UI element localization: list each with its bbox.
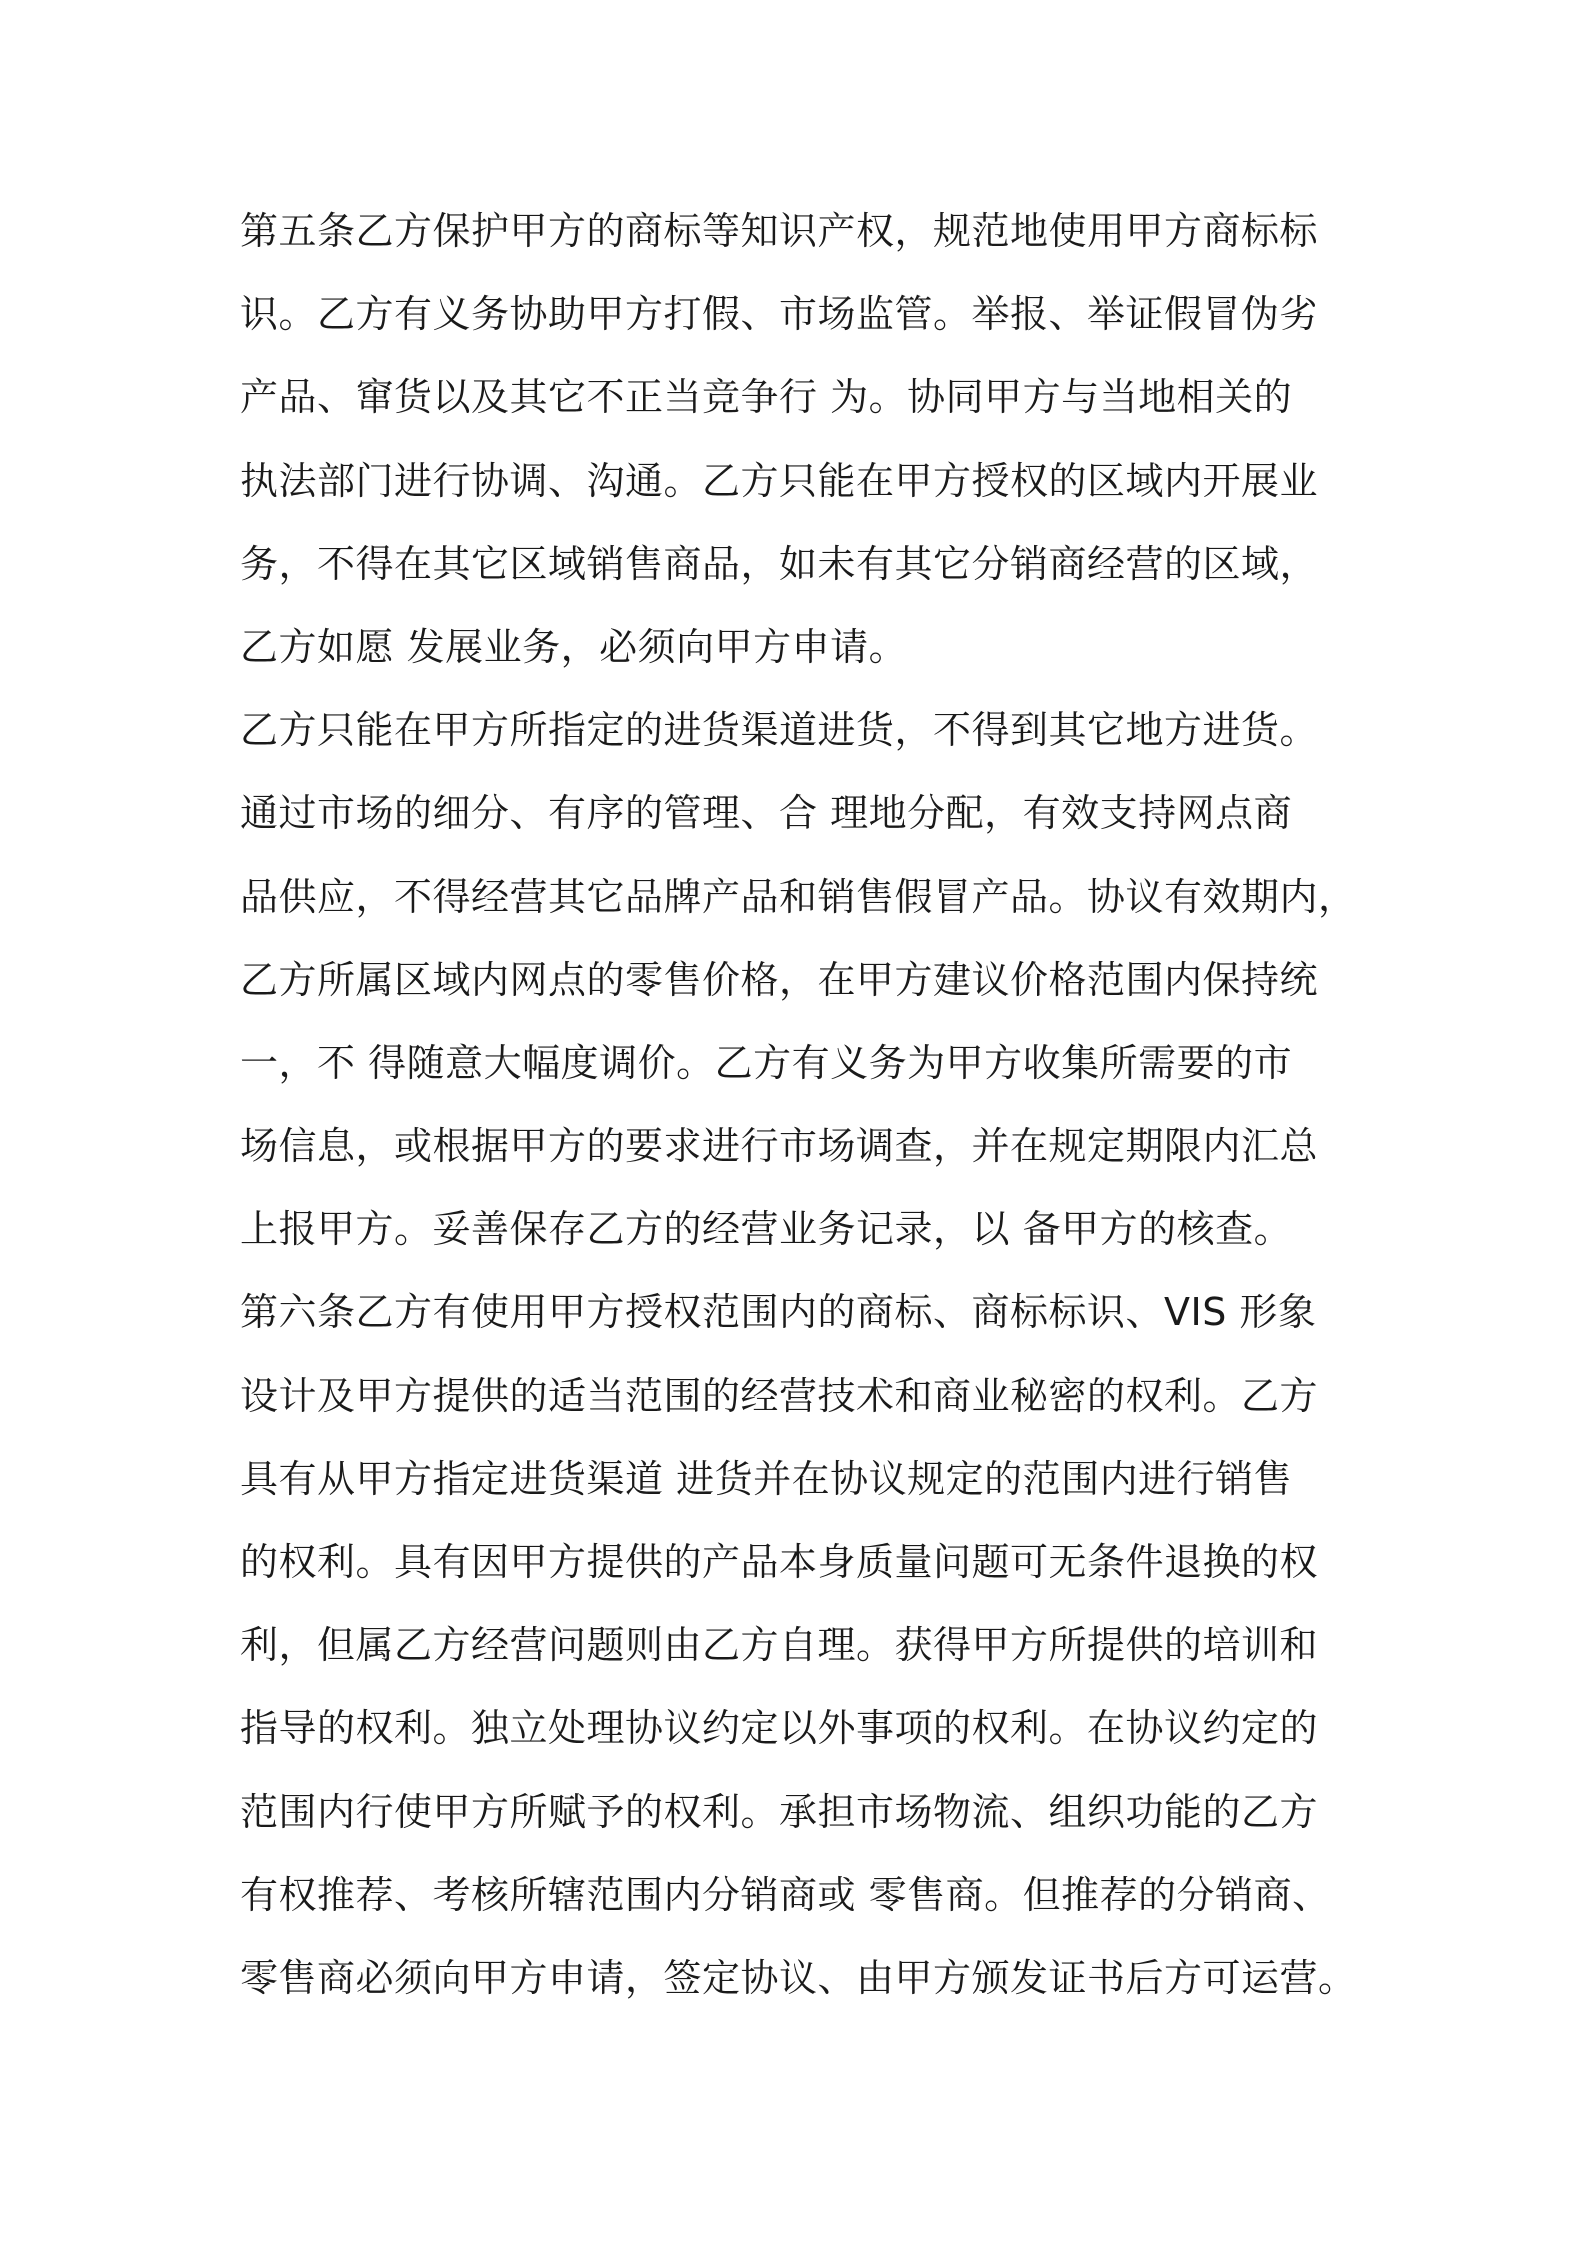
text-line: 利，但属乙方经营问题则由乙方自理。获得甲方所提供的培训和 xyxy=(240,1623,1319,1668)
text-line: 通过市场的细分、有序的管理、合 理地分配，有效支持网点商 xyxy=(240,791,1293,836)
text-line: 乙方如愿 发展业务，必须向甲方申请。 xyxy=(240,624,908,669)
text-line: 设计及甲方提供的适当范围的经营技术和商业秘密的权利。乙方 xyxy=(240,1373,1319,1418)
text-line: 场信息，或根据甲方的要求进行市场调查，并在规定期限内汇总 xyxy=(240,1124,1319,1169)
text-line: 产品、窜货以及其它不正当竞争行 为。协同甲方与当地相关的 xyxy=(240,375,1293,420)
text-line: 范围内行使甲方所赋予的权利。承担市场物流、组织功能的乙方 xyxy=(240,1789,1319,1834)
text-line: 识。乙方有义务协助甲方打假、市场监管。举报、举证假冒伪劣 xyxy=(240,292,1319,337)
text-line: 务，不得在其它区域销售商品，如未有其它分销商经营的区域， xyxy=(240,541,1319,586)
text-line: 乙方所属区域内网点的零售价格，在甲方建议价格范围内保持统 xyxy=(240,957,1319,1002)
text-line: 指导的权利。独立处理协议约定以外事项的权利。在协议约定的 xyxy=(240,1706,1319,1751)
text-line: 乙方只能在甲方所指定的进货渠道进货，不得到其它地方进货。 xyxy=(240,708,1319,753)
text-line: 具有从甲方指定进货渠道 进货并在协议规定的范围内进行销售 xyxy=(240,1456,1293,1501)
body-text xyxy=(240,190,1360,2020)
text-line: 第五条乙方保护甲方的商标等知识产权，规范地使用甲方商标标 xyxy=(240,209,1319,253)
text-line: 上报甲方。妥善保存乙方的经营业务记录，以 备甲方的核查。 xyxy=(240,1207,1293,1252)
text-line: 零售商必须向甲方申请，签定协议、由甲方颁发证书后方可运营。 xyxy=(240,1955,1357,2000)
text-line: 的权利。具有因甲方提供的产品本身质量问题可无条件退换的权 xyxy=(240,1540,1319,1584)
text-line: 一，不 得随意大幅度调价。乙方有义务为甲方收集所需要的市 xyxy=(240,1040,1293,1085)
text-line: 执法部门进行协调、沟通。乙方只能在甲方授权的区域内开展业 xyxy=(240,458,1319,503)
text-line: 第六条乙方有使用甲方授权范围内的商标、商标标识、VIS 形象 xyxy=(240,1290,1317,1335)
text-line: 有权推荐、考核所辖范围内分销商或 零售商。但推荐的分销商、 xyxy=(240,1872,1331,1917)
text-line: 品供应，不得经营其它品牌产品和销售假冒产品。协议有效期内， xyxy=(240,874,1357,919)
